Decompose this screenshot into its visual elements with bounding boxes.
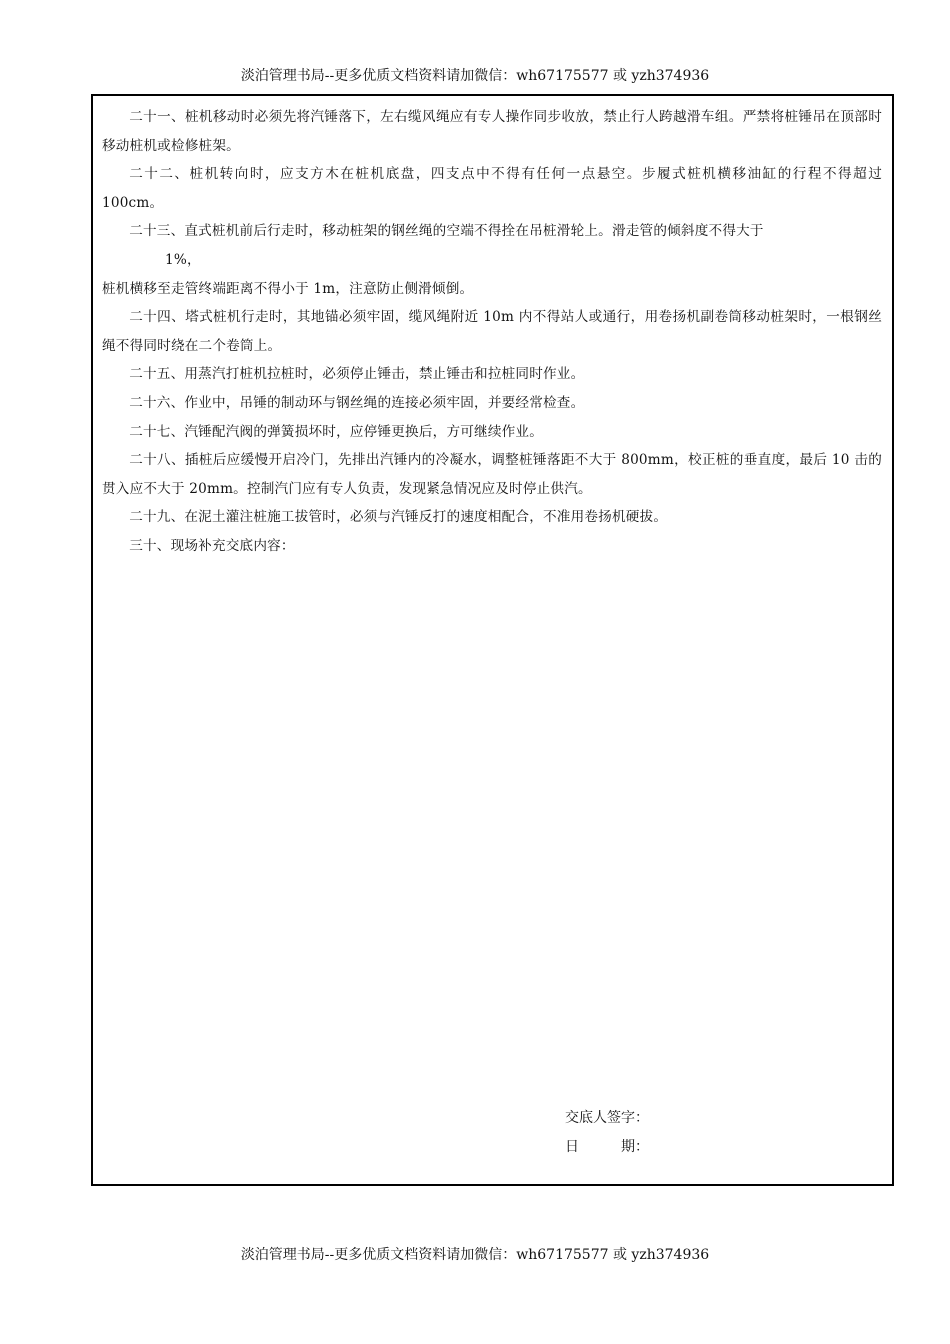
document-frame [91,94,894,1186]
paragraph-24: 二十四、塔式桩机行走时，其地锚必须牢固，缆风绳附近 10m 内不得站人或通行，用卷扬机副卷筒移动桩架时，一根钢丝绳不得同时绕在二个卷筒上。 [102,309,882,354]
signer-label: 交底人签字： [565,1110,649,1126]
paragraph-27: 二十七、汽锤配汽阀的弹簧损坏时，应停锤更换后，方可继续作业。 [129,423,543,440]
page-footer: 淡泊管理书局--更多优质文档资料请加微信：wh67175577 或 yzh374936 [240,1247,710,1263]
paragraph-23: 二十三、直式桩机前后行走时，移动桩架的钢丝绳的空端不得拴在吊桩滑轮上。滑走管的倾斜度不得大于 [129,223,764,240]
page-header: 淡泊管理书局--更多优质文档资料请加微信：wh67175577 或 yzh374936 [240,68,710,84]
paragraph-23-continuation: 桩机横移至走管终端距离不得小于 1m，注意防止侧滑倾倒。 [102,280,474,297]
document-content [102,103,882,561]
paragraph-26: 二十六、作业中，吊锤的制动环与钢丝绳的连接必须牢固，并要经常检查。 [129,394,585,411]
paragraph-28: 二十八、插桩后应缓慢开启冷门，先排出汽锤内的冷凝水，调整桩锤落距不大于 800mm，校正桩的垂直度，最后 10 击的贯入应不大于 20mm。控制汽门应有专人负责，发现紧急情况应及时停止供汽。 [102,452,882,497]
paragraph-21: 二十一、桩机移动时必须先将汽锤落下，左右缆风绳应有专人操作同步收放，禁止行人跨越滑车组。严禁将桩锤吊在顶部时移动桩机或检修桩架。 [102,109,882,154]
paragraph-25: 二十五、用蒸汽打桩机拉桩时，必须停止锤击，禁止锤击和拉桩同时作业。 [129,366,585,383]
paragraph-29: 二十九、在泥土灌注桩施工拔管时，必须与汽锤反打的速度相配合，不准用卷扬机硬拔。 [129,509,668,526]
signature-block [565,1104,649,1162]
paragraph-30: 三十、现场补充交底内容： [129,537,295,554]
paragraph-22: 二十二、桩机转向时，应支方木在桩机底盘，四支点中不得有任何一点悬空。步履式桩机横移油缸的行程不得超过 100cm。 [102,166,882,211]
date-label: 日 期： [565,1139,649,1155]
paragraph-23-value: 1%， [165,251,201,268]
